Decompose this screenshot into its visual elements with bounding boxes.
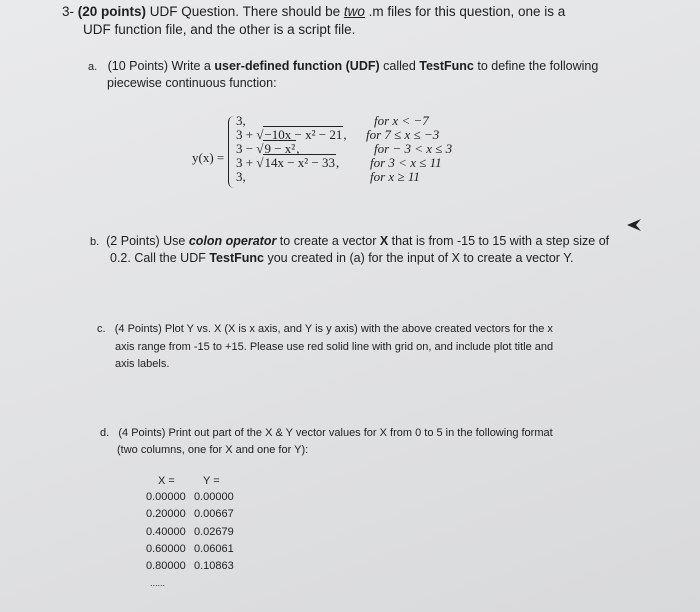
- brace: [228, 116, 235, 188]
- question-header-line2: UDF function file, and the other is a script file.: [83, 22, 356, 37]
- sqrt-radicand: 9 − x²: [264, 141, 296, 156]
- part-b-line2: 0.2. Call the UDF TestFunc you created in (a) for the input of X to create a vector Y.: [110, 251, 574, 265]
- equation-case-expr: [236, 170, 246, 184]
- part-c-line1: c. (4 Points) Plot Y vs. X (X is x axis, and Y is y axis) with the above created vectors for the x: [97, 323, 553, 335]
- table-cell-x: 0.20000: [146, 508, 186, 521]
- equation-case-condition: for − 3 < x ≤ 3: [374, 141, 453, 156]
- equation-case-condition: for 3 < x ≤ 11: [370, 155, 442, 170]
- expr-prefix: 3,: [236, 113, 246, 128]
- table-cell-y: 0.02679: [194, 525, 234, 538]
- expr-prefix: 3 + √: [236, 127, 264, 142]
- expr-suffix: ,: [343, 127, 347, 142]
- table-cell-x: 0.60000: [146, 542, 186, 555]
- table-cell-x: 0.80000: [146, 560, 186, 573]
- equation-case-condition: for x < −7: [374, 113, 429, 128]
- part-a-line1: a. (10 Points) Write a user-defined function (UDF) called TestFunc to define the following: [88, 59, 599, 73]
- table-cell-x: 0.00000: [146, 491, 186, 503]
- equation-case-condition: for x ≥ 11: [370, 169, 420, 184]
- question-header-line1: 3- (20 points) UDF Question. There should be two .m files for this question, one is a: [62, 4, 566, 19]
- expr-prefix: 3 + √: [236, 155, 264, 170]
- equation-case-expr: [236, 114, 246, 128]
- table-cell-y: 0.00667: [194, 508, 234, 521]
- expr-suffix: ,: [296, 141, 300, 156]
- table-cell-y: 0.06061: [194, 542, 234, 555]
- part-d-line2: (two columns, one for X and one for Y):: [117, 444, 309, 456]
- expr-suffix: ,: [336, 155, 340, 170]
- mouse-cursor-icon: [626, 218, 642, 232]
- sqrt-radicand: 14x − x² − 33: [264, 155, 336, 170]
- table-header-y: Y =: [203, 475, 220, 487]
- table-cell-x: 0.40000: [146, 525, 186, 538]
- equation-case-condition: for 7 ≤ x ≤ −3: [366, 127, 440, 142]
- equation-case-expr: [236, 156, 339, 170]
- table-header-x: X =: [158, 475, 175, 487]
- expr-prefix: 3,: [236, 169, 246, 184]
- table-ellipsis: ......: [150, 578, 166, 588]
- part-c-line2: axis range from -15 to +15. Please use red solid line with grid on, and include plot title and: [115, 341, 554, 353]
- sqrt-radicand: −10x − x² − 21: [264, 127, 343, 142]
- part-d-line1: d. (4 Points) Print out part of the X & Y vector values for X from 0 to 5 in the following format: [100, 427, 553, 439]
- table-cell-y: 0.10863: [194, 560, 234, 573]
- part-a-line2: piecewise continuous function:: [107, 76, 277, 90]
- part-c-line3: axis labels.: [115, 358, 170, 370]
- table-cell-y: 0.00000: [194, 491, 234, 503]
- part-b-line1: b. (2 Points) Use colon operator to create a vector X that is from -15 to 15 with a step size of: [90, 234, 610, 248]
- expr-prefix: 3 − √: [236, 141, 264, 156]
- equation-lhs: y(x) =: [192, 150, 225, 165]
